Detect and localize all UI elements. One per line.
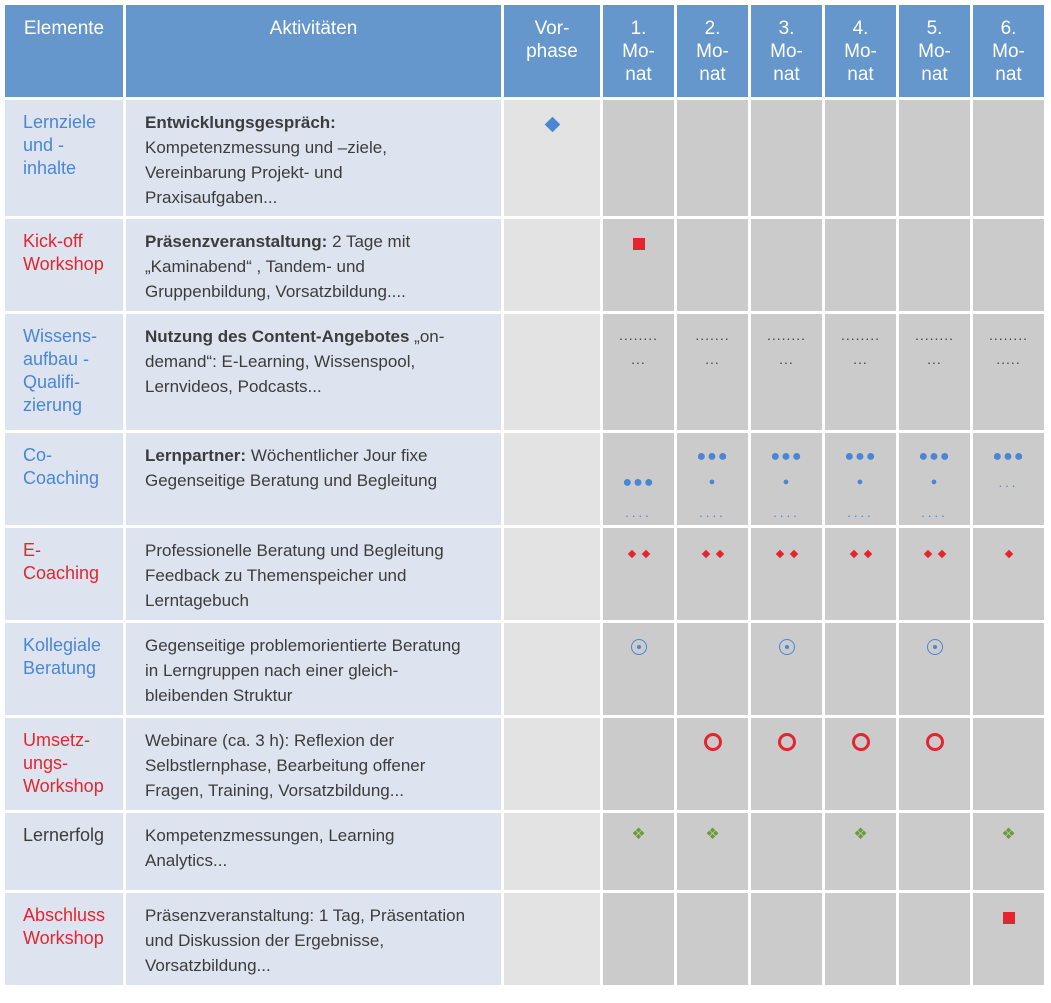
month-cell [899,219,970,311]
row-activity-line: „Kaminabend“ , Tandem- und [145,257,365,276]
marker [899,545,970,561]
row-activity-line: Präsenzveranstaltung: 1 Tag, Präsentation [145,906,466,925]
red-diamond-icon [789,550,797,558]
dots-line: ........ [766,327,807,343]
dots-line: ..... [996,351,1021,367]
row-activity-rest: Wöchentlicher Jour fixe [250,446,428,465]
marker [751,545,822,561]
vorphase-cell [504,433,600,525]
marker [677,328,748,344]
month-cell [899,623,970,715]
row-element-line: Coaching [23,563,100,583]
marker [603,238,674,254]
marker [603,545,674,561]
month-cell [751,100,822,216]
row-element-line: Abschluss [23,905,106,925]
header-month-line: nat [699,64,726,85]
dots-line: ....... [695,327,730,343]
marker [899,328,970,344]
row-element-line: Workshop [23,776,104,796]
dots-line: ........ [914,327,955,343]
row-element [5,219,123,311]
month-cell [677,813,748,890]
row-element-line: Umsetz- [23,730,90,750]
row-element-line: Beratung [23,658,97,678]
row-element [5,893,123,985]
vorphase-cell [504,893,600,985]
month-cell [973,893,1044,985]
header-month-4 [825,5,896,97]
marker [603,475,674,491]
vorphase-cell [504,813,600,890]
red-diamond-icon [863,550,871,558]
marker [603,827,674,843]
header-aktivitaeten [126,5,501,97]
row-activity [126,893,501,985]
red-diamond-icon [701,550,709,558]
month-cell [603,893,674,985]
month-cell [751,314,822,430]
header-vorphase [504,5,600,97]
marker [973,545,1044,561]
header-month-line: nat [773,64,800,85]
marker [751,505,822,521]
month-cell [973,528,1044,620]
marker [825,827,896,843]
month-cell [825,314,896,430]
header-month-1 [603,5,674,97]
marker [899,352,970,368]
blue-dots-icon: .... [773,505,800,520]
red-diamond-icon [923,550,931,558]
marker [603,639,674,659]
marker [677,449,748,465]
row-element [5,718,123,810]
month-cell [603,433,674,525]
blue-dots-icon: ●●● [770,448,803,465]
row-element-line: Workshop [23,254,104,274]
marker [825,505,896,521]
blue-target-icon [631,639,647,655]
header-elemente-label: Elemente [23,18,105,39]
row-activity-line: Lerntagebuch [145,591,249,610]
header-month-line: 1. [630,18,647,39]
red-diamond-icon [641,550,649,558]
red-square-icon [633,238,645,250]
row-element-line: und - [23,135,65,155]
row-element-line: aufbau - [23,349,90,369]
header-month-line: 5. [926,18,943,39]
month-cell [677,623,748,715]
red-circle-icon [704,733,722,751]
row-activity [126,623,501,715]
blue-dot-icon: ● [782,476,791,488]
header-aktivitaeten-label: Aktivitäten [269,18,358,39]
month-cell [677,433,748,525]
marker [677,505,748,521]
row-activity-line: Analytics... [145,851,228,870]
blue-dot-icon: ● [930,476,939,488]
dots-line: ... [705,351,720,367]
marker [603,352,674,368]
row-element-line: E- [23,540,41,560]
blue-dot-icon: ● [708,476,717,488]
row-activity-line: Fragen, Training, Vorsatzbildung... [145,781,404,800]
marker [603,505,674,521]
month-cell [899,314,970,430]
marker [751,449,822,465]
row-activity-bold: Präsenzveranstaltung: [145,232,328,251]
month-cell [973,623,1044,715]
month-cell [677,528,748,620]
header-month-5 [899,5,970,97]
marker [751,328,822,344]
row-activity-line: und Diskussion der Ergebnisse, [145,931,385,950]
marker [751,352,822,368]
row-activity-line: Kompetenzmessung und –ziele, [145,138,387,157]
header-month-3 [751,5,822,97]
row-element-line: Workshop [23,928,104,948]
blue-dot-icon: ● [856,476,865,488]
row-activity [126,433,501,525]
row-activity-line: Vereinbarung Projekt- und [145,163,343,182]
marker [825,449,896,465]
month-cell [751,528,822,620]
vorphase-cell [504,100,600,216]
header-month-line: Mo- [992,41,1025,62]
header-month-6 [973,5,1044,97]
month-cell [973,314,1044,430]
month-cell [973,813,1044,890]
month-cell [825,893,896,985]
header-month-line: Mo- [696,41,729,62]
marker [825,473,896,489]
month-cell [603,623,674,715]
month-cell [825,718,896,810]
header-month-line: nat [995,64,1022,85]
month-cell [899,528,970,620]
header-month-2 [677,5,748,97]
marker [677,473,748,489]
month-cell [751,623,822,715]
month-cell [677,314,748,430]
month-cell [973,718,1044,810]
row-element-line: Kollegiale [23,635,102,655]
row-activity-line: Praxisaufgaben... [145,188,278,207]
marker [825,328,896,344]
header-vorphase-line: phase [526,41,578,62]
month-cell [603,813,674,890]
marker [677,827,748,843]
dots-line: ... [779,351,794,367]
header-month-line: Mo- [918,41,951,62]
month-cell [899,433,970,525]
green-clover-icon: ❖ [853,826,868,843]
row-element-line: Lernerfolg [23,825,105,845]
dots-line: ........ [988,327,1029,343]
blue-dots-icon: ●●● [918,448,951,465]
row-element [5,314,123,430]
row-activity-line [145,229,495,254]
header-month-line: Mo- [844,41,877,62]
green-clover-icon: ❖ [631,826,646,843]
month-cell [751,718,822,810]
header-vorphase-line: Vor- [534,18,570,39]
row-element-line: Wissens- [23,326,98,346]
dots-line: ........ [840,327,881,343]
month-cell [825,528,896,620]
marker [751,639,822,659]
month-cell [899,813,970,890]
row-element-line: ungs- [23,753,69,773]
row-activity-rest: 2 Tage mit [332,232,411,251]
row-activity-line: Kompetenzmessungen, Learning [145,826,395,845]
blue-dots-icon: .... [699,505,726,520]
row-element [5,528,123,620]
blue-dots-icon: .... [847,505,874,520]
header-month-line: 2. [704,18,721,39]
row-element [5,433,123,525]
month-cell [973,433,1044,525]
month-cell [677,718,748,810]
marker [899,733,970,755]
marker [973,352,1044,368]
row-activity-line: Vorsatzbildung... [145,956,271,975]
blue-dots-icon: .... [921,505,948,520]
month-cell [751,813,822,890]
marker [825,352,896,368]
marker [973,912,1044,928]
vorphase-cell [504,314,600,430]
row-activity-bold: Entwicklungsgespräch: [145,113,336,132]
month-cell [973,100,1044,216]
month-cell [751,433,822,525]
row-activity-line: Professionelle Beratung und Begleitung [145,541,444,560]
red-circle-icon [926,733,944,751]
blue-target-icon [779,639,795,655]
blue-dots-icon: ●●● [992,448,1025,465]
row-activity-line: demand“: E-Learning, Wissenspool, [145,352,416,371]
dots-line: ........ [618,327,659,343]
header-month-line: 6. [1000,18,1017,39]
header-month-line: 3. [778,18,795,39]
row-element-line: inhalte [23,158,77,178]
dots-line: ... [927,351,942,367]
month-cell [899,100,970,216]
marker [825,545,896,561]
marker [751,473,822,489]
schedule-table [5,5,1046,996]
row-element [5,100,123,216]
month-cell [677,219,748,311]
row-element-line: Qualifi- [23,372,81,392]
red-diamond-icon [715,550,723,558]
row-activity-line: in Lerngruppen nach einer gleich- [145,661,399,680]
row-activity-line: Gegenseitige problemorientierte Beratung [145,636,461,655]
red-diamond-icon [627,550,635,558]
marker [504,118,600,134]
header-month-line: nat [625,64,652,85]
blue-target-icon [927,639,943,655]
marker [973,475,1044,491]
month-cell [973,219,1044,311]
row-activity [126,813,501,890]
vorphase-cell [504,219,600,311]
row-element-line: Coaching [23,468,100,488]
marker [677,545,748,561]
blue-dots-icon: .... [625,505,652,520]
green-clover-icon: ❖ [705,826,720,843]
red-diamond-icon [775,550,783,558]
marker [825,733,896,755]
row-activity-bold: Lernpartner: [145,446,247,465]
red-diamond-icon [1004,550,1012,558]
row-activity-line: Lernvideos, Podcasts... [145,377,322,396]
marker [899,473,970,489]
row-activity-line: Gegenseitige Beratung und Begleitung [145,471,438,490]
row-activity-line: Feedback zu Themenspeicher und [145,566,407,585]
month-cell [603,528,674,620]
red-square-icon [1003,912,1015,924]
marker [899,505,970,521]
blue-diamond-icon [544,117,560,133]
row-element-line: Lernziele [23,112,97,132]
month-cell [825,100,896,216]
header-month-line: Mo- [622,41,655,62]
header-month-line: nat [847,64,874,85]
month-cell [825,433,896,525]
month-cell [603,219,674,311]
blue-dots-icon: ●●● [622,474,655,491]
month-cell [825,219,896,311]
marker [677,352,748,368]
marker [973,827,1044,843]
row-element-line: Kick-off [23,231,83,251]
row-activity-line [145,110,495,135]
row-activity-line: Selbstlernphase, Bearbeitung offener [145,756,426,775]
row-activity [126,219,501,311]
month-cell [899,893,970,985]
row-activity-line [145,324,495,349]
marker [973,328,1044,344]
month-cell [677,100,748,216]
row-activity-rest: „on- [414,327,445,346]
blue-dots-icon: ... [998,475,1019,490]
month-cell [677,893,748,985]
header-month-line: 4. [852,18,869,39]
row-element [5,813,123,890]
month-cell [603,718,674,810]
red-circle-icon [852,733,870,751]
dots-line: ... [631,351,646,367]
month-cell [603,314,674,430]
header-month-line: Mo- [770,41,803,62]
marker [899,449,970,465]
vorphase-cell [504,528,600,620]
header-month-line: nat [921,64,948,85]
row-element-line: Co- [23,445,53,465]
blue-dots-icon: ●●● [844,448,877,465]
row-activity [126,314,501,430]
row-element-line: zierung [23,395,83,415]
marker [677,733,748,755]
blue-dots-icon: ●●● [696,448,729,465]
red-diamond-icon [937,550,945,558]
row-activity-line: bleibenden Struktur [145,686,293,705]
row-activity [126,100,501,216]
marker [751,733,822,755]
row-activity [126,528,501,620]
month-cell [603,100,674,216]
vorphase-cell [504,623,600,715]
marker [603,328,674,344]
row-activity-bold: Nutzung des Content-Angebotes [145,327,410,346]
header-elemente [5,5,123,97]
month-cell [751,893,822,985]
red-diamond-icon [849,550,857,558]
row-activity-line: Webinare (ca. 3 h): Reflexion der [145,731,395,750]
row-activity [126,718,501,810]
vorphase-cell [504,718,600,810]
row-activity-line [145,443,495,468]
marker [899,639,970,659]
row-activity-line: Gruppenbildung, Vorsatzbildung.... [145,282,406,301]
dots-line: ... [853,351,868,367]
month-cell [751,219,822,311]
month-cell [899,718,970,810]
green-clover-icon: ❖ [1001,826,1016,843]
month-cell [825,623,896,715]
red-circle-icon [778,733,796,751]
row-element [5,623,123,715]
marker [973,449,1044,465]
month-cell [825,813,896,890]
